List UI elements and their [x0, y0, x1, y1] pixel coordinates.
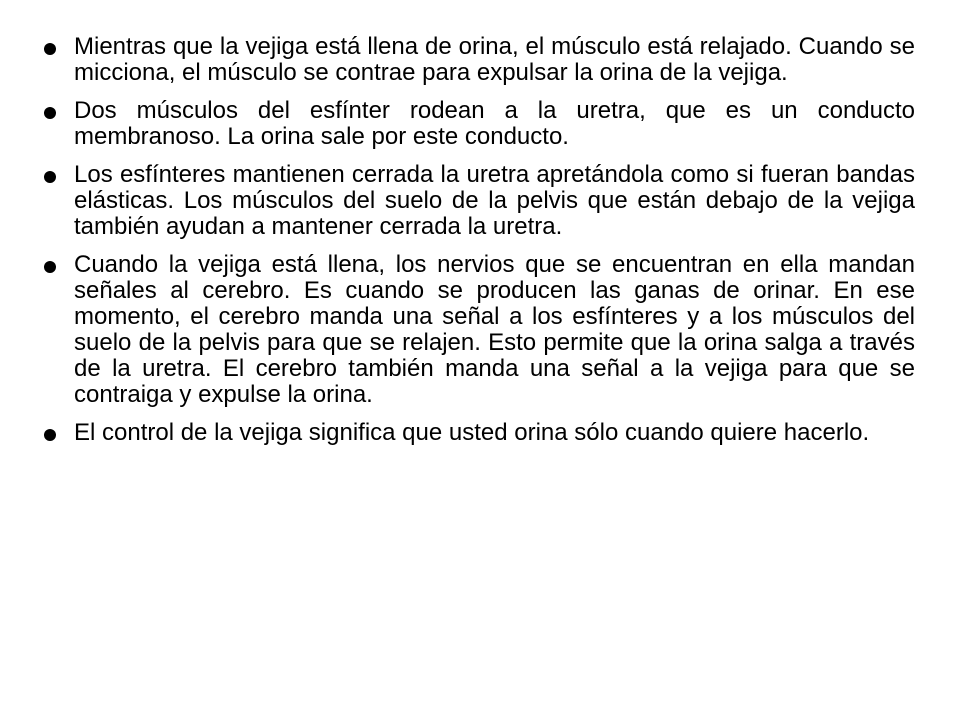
bullet-item	[44, 34, 915, 86]
bullet-icon	[44, 107, 56, 119]
bullet-icon	[44, 171, 56, 183]
bullet-text: Dos músculos del esfínter rodean a la uretra, que es un conducto membranoso. La orina sale por este conducto.	[74, 97, 915, 150]
bullet-icon	[44, 43, 56, 55]
bullet-item	[44, 420, 915, 446]
bullet-list	[44, 34, 915, 458]
bullet-text: Los esfínteres mantienen cerrada la uretra apretándola como si fueran bandas elásticas. Los músculos del suelo de la pelvis que están debajo de la vejiga también ayudan a mantener cerrada la uretra.	[74, 161, 915, 240]
bullet-item	[44, 98, 915, 150]
bullet-icon	[44, 429, 56, 441]
bullet-item	[44, 252, 915, 408]
bullet-text: Mientras que la vejiga está llena de orina, el músculo está relajado. Cuando se micciona, el músculo se contrae para expulsar la orina de la vejiga.	[74, 33, 915, 86]
bullet-icon	[44, 261, 56, 273]
bullet-text: Cuando la vejiga está llena, los nervios que se encuentran en ella mandan señales al cerebro. Es cuando se producen las ganas de orinar. En ese momento, el cerebro manda una señal a los esfínteres y a los músculos del suelo de la pelvis para que se relajen. Esto permite que la orina salga a través de la uretra. El cerebro también manda una señal a la vejiga para que se contraiga y expulse la orina.	[74, 251, 915, 408]
bullet-text: El control de la vejiga significa que usted orina sólo cuando quiere hacerlo.	[74, 419, 870, 446]
bullet-item	[44, 162, 915, 240]
